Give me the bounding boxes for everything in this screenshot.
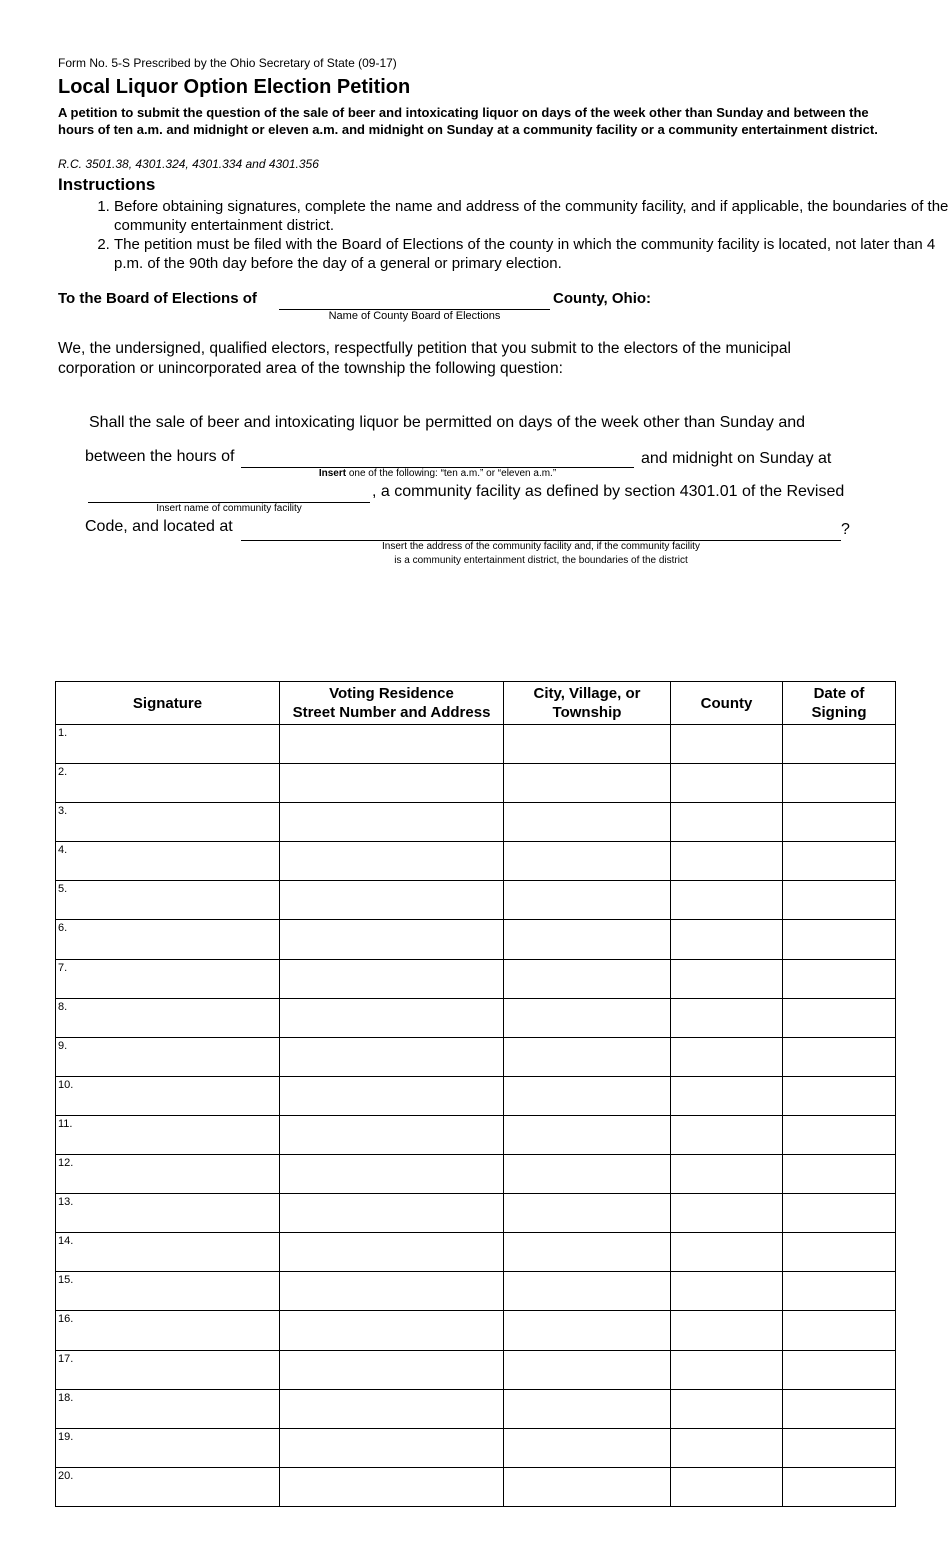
county-cell[interactable] bbox=[671, 1076, 783, 1115]
facility-suffix: , a community facility as defined by section 4301.01 of the Revised bbox=[372, 483, 845, 500]
address-cell[interactable] bbox=[280, 959, 504, 998]
table-row bbox=[56, 1155, 896, 1194]
county-cell[interactable] bbox=[671, 1428, 783, 1467]
table-row bbox=[56, 764, 896, 803]
header-voting-residence: Voting Residence Street Number and Address bbox=[280, 682, 504, 725]
table-row bbox=[56, 1311, 896, 1350]
table-row bbox=[56, 920, 896, 959]
table-row bbox=[56, 1233, 896, 1272]
city-cell[interactable] bbox=[504, 725, 671, 764]
table-row bbox=[56, 1389, 896, 1428]
signature-cell[interactable] bbox=[56, 1233, 280, 1272]
county-cell[interactable] bbox=[671, 1350, 783, 1389]
hours-caption-rest: one of the following: “ten a.m.” or “eleven a.m.” bbox=[346, 468, 557, 479]
county-cell[interactable] bbox=[671, 1389, 783, 1428]
city-cell[interactable] bbox=[504, 764, 671, 803]
table-row bbox=[56, 1272, 896, 1311]
signature-cell[interactable] bbox=[56, 998, 280, 1037]
date-cell[interactable] bbox=[783, 803, 896, 842]
city-cell[interactable] bbox=[504, 920, 671, 959]
address-cell[interactable] bbox=[280, 1076, 504, 1115]
signature-cell[interactable] bbox=[56, 1155, 280, 1194]
city-cell[interactable] bbox=[504, 1272, 671, 1311]
city-cell[interactable] bbox=[504, 1076, 671, 1115]
board-prefix: To the Board of Elections of bbox=[58, 290, 257, 307]
facility-name-caption: Insert name of community facility bbox=[156, 503, 302, 514]
date-cell[interactable] bbox=[783, 998, 896, 1037]
hours-caption bbox=[241, 467, 634, 481]
county-cell[interactable] bbox=[671, 998, 783, 1037]
date-cell[interactable] bbox=[783, 1350, 896, 1389]
table-row bbox=[56, 1037, 896, 1076]
date-cell[interactable] bbox=[783, 1467, 896, 1506]
address-cell[interactable] bbox=[280, 1311, 504, 1350]
hours-prefix: between the hours of bbox=[85, 448, 235, 465]
signature-cell[interactable] bbox=[56, 1037, 280, 1076]
page-title: Local Liquor Option Election Petition bbox=[58, 76, 411, 98]
signature-cell[interactable] bbox=[56, 842, 280, 881]
county-cell[interactable] bbox=[671, 1272, 783, 1311]
city-cell[interactable] bbox=[504, 998, 671, 1037]
signature-table bbox=[55, 681, 896, 1507]
signature-cell[interactable] bbox=[56, 1076, 280, 1115]
signature-cell[interactable] bbox=[56, 803, 280, 842]
row-number: 18. bbox=[58, 1391, 74, 1404]
address-cell[interactable] bbox=[280, 1233, 504, 1272]
row-number: 8. bbox=[58, 1000, 68, 1013]
signature-cell[interactable] bbox=[56, 1272, 280, 1311]
city-cell[interactable] bbox=[504, 1115, 671, 1154]
table-row bbox=[56, 1428, 896, 1467]
table-row bbox=[56, 803, 896, 842]
city-cell[interactable] bbox=[504, 1389, 671, 1428]
date-cell[interactable] bbox=[783, 1272, 896, 1311]
row-number: 2. bbox=[58, 766, 68, 779]
instruction-item: 1. Before obtaining signatures, complete the name and address of the community facility, and if applicable, the boundaries of the community entertainment district. bbox=[114, 197, 950, 235]
city-cell[interactable] bbox=[504, 959, 671, 998]
row-number: 10. bbox=[58, 1078, 74, 1091]
date-cell[interactable] bbox=[783, 1428, 896, 1467]
date-cell[interactable] bbox=[783, 959, 896, 998]
date-cell[interactable] bbox=[783, 1115, 896, 1154]
city-cell[interactable] bbox=[504, 842, 671, 881]
instruction-item: 2. The petition must be filed with the Board of Elections of the county in which the community facility is located, not later than 4 p.m. of the 90th day before the day of a general or primary election. bbox=[114, 235, 950, 273]
address-cell[interactable] bbox=[280, 764, 504, 803]
city-cell[interactable] bbox=[504, 1311, 671, 1350]
address-cell[interactable] bbox=[280, 1155, 504, 1194]
row-number: 9. bbox=[58, 1039, 68, 1052]
county-cell[interactable] bbox=[671, 1037, 783, 1076]
signature-cell[interactable] bbox=[56, 725, 280, 764]
signature-cell[interactable] bbox=[56, 1467, 280, 1506]
row-number: 4. bbox=[58, 844, 68, 857]
county-cell[interactable] bbox=[671, 1194, 783, 1233]
county-cell[interactable] bbox=[671, 881, 783, 920]
city-cell[interactable] bbox=[504, 1467, 671, 1506]
table-row bbox=[56, 1115, 896, 1154]
address-cell[interactable] bbox=[280, 881, 504, 920]
petition-subtitle: A petition to submit the question of the sale of beer and intoxicating liquor on days of the week other than Sunday and between the hours of ten a.m. and midnight or eleven a.m. and midnight on Sunday at a community facility or a community entertainment district. bbox=[58, 105, 878, 137]
signature-cell[interactable] bbox=[56, 959, 280, 998]
date-cell[interactable] bbox=[783, 881, 896, 920]
row-number: 12. bbox=[58, 1157, 74, 1170]
county-cell[interactable] bbox=[671, 1233, 783, 1272]
signature-cell[interactable] bbox=[56, 1194, 280, 1233]
question-mark: ? bbox=[841, 521, 850, 538]
row-number: 19. bbox=[58, 1430, 74, 1443]
city-cell[interactable] bbox=[504, 1350, 671, 1389]
date-cell[interactable] bbox=[783, 1076, 896, 1115]
row-number: 7. bbox=[58, 961, 68, 974]
address-caption-line-2: is a community entertainment district, the boundaries of the district bbox=[394, 555, 688, 566]
hours-caption-bold: Insert bbox=[318, 468, 347, 479]
date-cell[interactable] bbox=[783, 1155, 896, 1194]
board-suffix: County, Ohio: bbox=[553, 290, 652, 307]
date-cell[interactable] bbox=[783, 764, 896, 803]
facility-address-caption bbox=[241, 540, 841, 568]
table-row bbox=[56, 725, 896, 764]
county-cell[interactable] bbox=[671, 725, 783, 764]
signature-cell[interactable] bbox=[56, 1350, 280, 1389]
city-cell[interactable] bbox=[504, 803, 671, 842]
address-cell[interactable] bbox=[280, 1350, 504, 1389]
city-cell[interactable] bbox=[504, 1037, 671, 1076]
row-number: 5. bbox=[58, 883, 68, 896]
city-cell[interactable] bbox=[504, 1155, 671, 1194]
date-cell[interactable] bbox=[783, 1389, 896, 1428]
county-cell[interactable] bbox=[671, 1155, 783, 1194]
table-row bbox=[56, 1350, 896, 1389]
row-number: 6. bbox=[58, 922, 68, 935]
county-cell[interactable] bbox=[671, 803, 783, 842]
table-row bbox=[56, 1194, 896, 1233]
signature-cell[interactable] bbox=[56, 1311, 280, 1350]
county-cell[interactable] bbox=[671, 764, 783, 803]
header-signature: Signature bbox=[56, 682, 280, 725]
county-cell[interactable] bbox=[671, 920, 783, 959]
row-number: 13. bbox=[58, 1196, 74, 1209]
table-row bbox=[56, 1076, 896, 1115]
question-line-1: Shall the sale of beer and intoxicating liquor be permitted on days of the week other than Sunday and bbox=[89, 414, 806, 431]
row-number: 1. bbox=[58, 727, 68, 739]
address-cell[interactable] bbox=[280, 1428, 504, 1467]
address-cell[interactable] bbox=[280, 1272, 504, 1311]
county-board-caption: Name of County Board of Elections bbox=[328, 310, 501, 322]
county-cell[interactable] bbox=[671, 842, 783, 881]
date-cell[interactable] bbox=[783, 725, 896, 764]
signature-cell[interactable] bbox=[56, 920, 280, 959]
table-row bbox=[56, 1467, 896, 1506]
form-number: Form No. 5-S Prescribed by the Ohio Secretary of State (09-17) bbox=[58, 56, 397, 70]
county-cell[interactable] bbox=[671, 1115, 783, 1154]
city-cell[interactable] bbox=[504, 1194, 671, 1233]
county-cell[interactable] bbox=[671, 1311, 783, 1350]
address-cell[interactable] bbox=[280, 920, 504, 959]
signature-cell[interactable] bbox=[56, 1389, 280, 1428]
signature-cell[interactable] bbox=[56, 764, 280, 803]
petition-statement: We, the undersigned, qualified electors, respectfully petition that you submit to the electors of the municipal corporation or unincorporated area of the township the following question: bbox=[58, 340, 791, 377]
address-cell[interactable] bbox=[280, 1115, 504, 1154]
table-row bbox=[56, 881, 896, 920]
city-cell[interactable] bbox=[504, 881, 671, 920]
date-cell[interactable] bbox=[783, 1311, 896, 1350]
city-cell[interactable] bbox=[504, 1233, 671, 1272]
date-cell[interactable] bbox=[783, 920, 896, 959]
address-cell[interactable] bbox=[280, 1037, 504, 1076]
address-cell[interactable] bbox=[280, 998, 504, 1037]
header-date-of-signing: Date of Signing bbox=[783, 682, 896, 725]
revised-code-reference: R.C. 3501.38, 4301.324, 4301.334 and 4301.356 bbox=[58, 157, 319, 171]
signature-rows bbox=[56, 725, 896, 1507]
address-cell[interactable] bbox=[280, 725, 504, 764]
instructions-list bbox=[58, 197, 950, 273]
row-number: 11. bbox=[58, 1117, 73, 1130]
address-cell[interactable] bbox=[280, 1389, 504, 1428]
header-city-village-township: City, Village, or Township bbox=[504, 682, 671, 725]
row-number: 16. bbox=[58, 1313, 74, 1326]
table-row bbox=[56, 842, 896, 881]
address-caption-line-1: Insert the address of the community facility and, if the community facility bbox=[382, 541, 700, 552]
county-cell[interactable] bbox=[671, 1467, 783, 1506]
table-header-row bbox=[56, 682, 896, 725]
address-cell[interactable] bbox=[280, 1194, 504, 1233]
table-row bbox=[56, 959, 896, 998]
header-county: County bbox=[671, 682, 783, 725]
signature-cell[interactable] bbox=[56, 1428, 280, 1467]
row-number: 15. bbox=[58, 1274, 74, 1287]
row-number: 3. bbox=[58, 805, 68, 818]
date-cell[interactable] bbox=[783, 1233, 896, 1272]
instructions-heading: Instructions bbox=[58, 175, 156, 194]
signature-cell[interactable] bbox=[56, 1115, 280, 1154]
table-row bbox=[56, 998, 896, 1037]
row-number: 20. bbox=[58, 1469, 74, 1482]
address-cell[interactable] bbox=[280, 803, 504, 842]
hours-suffix: and midnight on Sunday at bbox=[641, 450, 832, 467]
address-cell[interactable] bbox=[280, 842, 504, 881]
signature-cell[interactable] bbox=[56, 881, 280, 920]
row-number: 14. bbox=[58, 1235, 74, 1248]
city-cell[interactable] bbox=[504, 1428, 671, 1467]
code-prefix: Code, and located at bbox=[85, 518, 233, 535]
county-cell[interactable] bbox=[671, 959, 783, 998]
row-number: 17. bbox=[58, 1352, 74, 1365]
date-cell[interactable] bbox=[783, 1037, 896, 1076]
address-cell[interactable] bbox=[280, 1467, 504, 1506]
date-cell[interactable] bbox=[783, 1194, 896, 1233]
date-cell[interactable] bbox=[783, 842, 896, 881]
